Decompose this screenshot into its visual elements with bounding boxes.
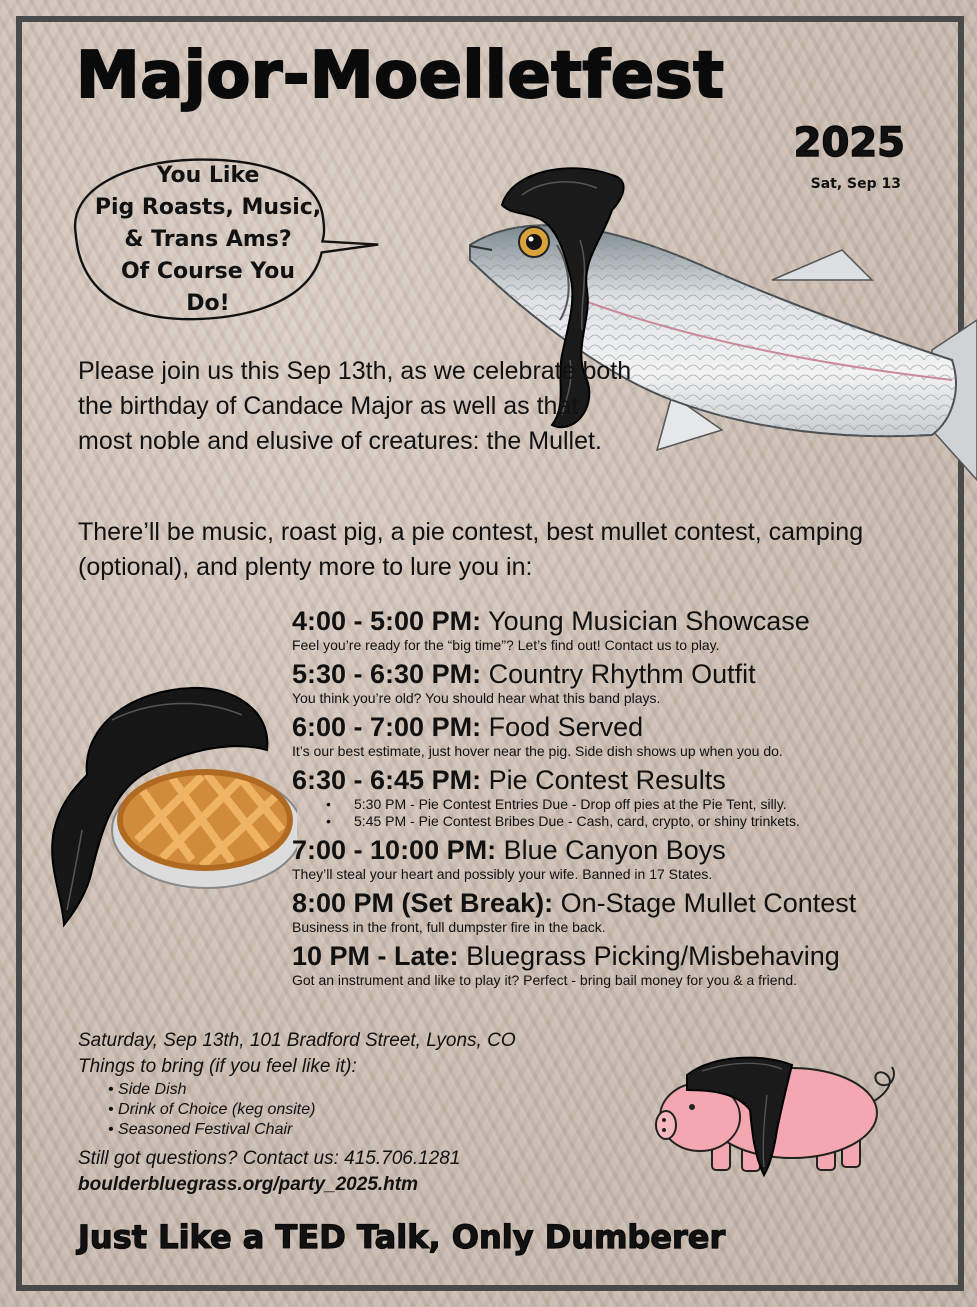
schedule-item bbox=[292, 659, 942, 707]
schedule-item bbox=[292, 765, 942, 830]
event-title: Country Rhythm Outfit bbox=[488, 659, 756, 689]
event-url-link[interactable]: boulderbluegrass.org/party_2025.htm bbox=[78, 1174, 418, 1195]
event-description: It’s our best estimate, just hover near the pig. Side dish shows up when you do. bbox=[292, 743, 783, 759]
event-description: Got an instrument and like to play it? Perfect - bring bail money for you & a friend. bbox=[292, 972, 798, 988]
event-description: You think you’re old? You should hear what this band plays. bbox=[292, 690, 661, 706]
event-bullet: • 5:30 PM - Pie Contest Entries Due - Drop off pies at the Pie Tent, silly. bbox=[326, 796, 942, 813]
event-description: They’ll steal your heart and possibly your wife. Banned in 17 States. bbox=[292, 866, 713, 882]
schedule-item bbox=[292, 835, 942, 883]
event-title: Blue Canyon Boys bbox=[503, 835, 726, 865]
bring-label: Things to bring (if you feel like it): bbox=[78, 1056, 357, 1077]
poster-tagline: Just Like a TED Talk, Only Dumberer bbox=[78, 1218, 726, 1256]
mullet-fish-illustration bbox=[462, 150, 977, 520]
event-location: Saturday, Sep 13th, 101 Bradford Street, Lyons, CO bbox=[78, 1030, 516, 1051]
poster-year: 2025 bbox=[793, 120, 905, 166]
event-time: 5:30 - 6:30 PM: bbox=[292, 659, 482, 689]
event-description: Business in the front, full dumpster fire in the back. bbox=[292, 919, 606, 935]
event-title: Food Served bbox=[488, 712, 644, 742]
schedule-list bbox=[292, 606, 942, 994]
speech-bubble-text: You Like Pig Roasts, Music, & Trans Ams? Of Course You Do! bbox=[94, 163, 322, 316]
schedule-item bbox=[292, 888, 942, 936]
schedule-item bbox=[292, 941, 942, 989]
event-title: Pie Contest Results bbox=[488, 765, 726, 795]
event-title: Young Musician Showcase bbox=[488, 606, 810, 636]
event-time: 6:00 - 7:00 PM: bbox=[292, 712, 482, 742]
event-time: 7:00 - 10:00 PM: bbox=[292, 835, 497, 865]
intro-paragraph-2: There’ll be music, roast pig, a pie contest, best mullet contest, camping (optional), and plenty more to lure you in: bbox=[78, 518, 864, 581]
event-time: 4:00 - 5:00 PM: bbox=[292, 606, 482, 636]
poster-date: Sat, Sep 13 bbox=[810, 176, 901, 192]
info-block bbox=[78, 1028, 638, 1198]
contact-line: Still got questions? Contact us: 415.706.1281 bbox=[78, 1148, 461, 1169]
schedule-item bbox=[292, 606, 942, 654]
bring-item: • Drink of Choice (keg onsite) bbox=[108, 1100, 638, 1120]
event-bullet-list bbox=[292, 796, 942, 830]
schedule-item bbox=[292, 712, 942, 760]
mullet-pie-illustration bbox=[42, 680, 297, 930]
event-time: 6:30 - 6:45 PM: bbox=[292, 765, 482, 795]
event-title: On-Stage Mullet Contest bbox=[560, 888, 857, 918]
event-title: Bluegrass Picking/Misbehaving bbox=[466, 941, 840, 971]
bring-item: • Seasoned Festival Chair bbox=[108, 1120, 638, 1140]
event-time: 10 PM - Late: bbox=[292, 941, 459, 971]
event-bullet: • 5:45 PM - Pie Contest Bribes Due - Cash, card, crypto, or shiny trinkets. bbox=[326, 813, 942, 830]
event-description: Feel you’re ready for the “big time”? Let’s find out! Contact us to play. bbox=[292, 637, 720, 653]
poster-title: Major-Moelletfest bbox=[76, 39, 725, 113]
event-time: 8:00 PM (Set Break): bbox=[292, 888, 554, 918]
bring-item: • Side Dish bbox=[108, 1080, 638, 1100]
bring-list bbox=[78, 1080, 638, 1140]
intro-paragraph-1: Please join us this Sep 13th, as we celebrate both the birthday of Candace Major as well as that most noble and elusive of creatures: the Mullet. bbox=[78, 357, 632, 455]
mullet-pig-illustration bbox=[652, 1035, 907, 1185]
